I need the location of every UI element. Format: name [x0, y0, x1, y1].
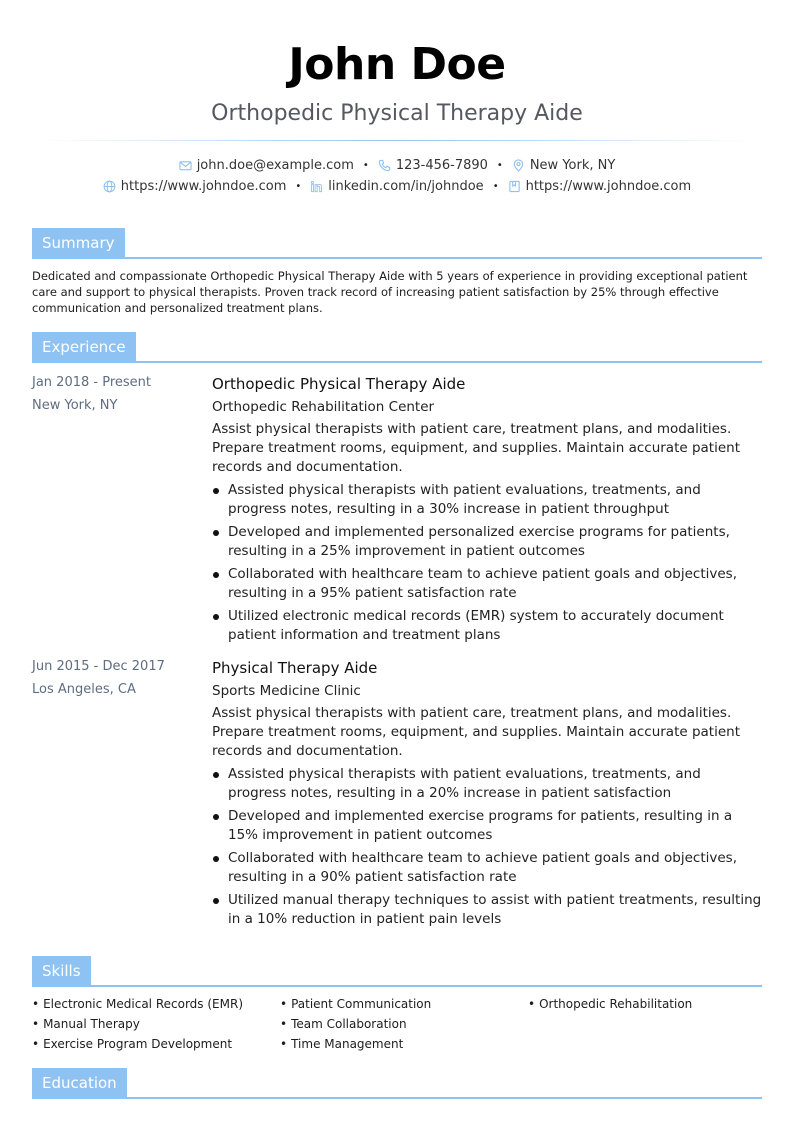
contact-phone[interactable] — [378, 156, 488, 175]
bullet-icon: • — [280, 997, 288, 1011]
bullet-text: Assisted physical therapists with patient evaluations, treatments, and progress notes, resulting in a 30% increase in patient throughput — [228, 482, 701, 517]
job-description: Assist physical therapists with patient care, treatment plans, and modalities. Prepare treatment rooms, equipment, and supplies. Maintain accurate patient records and documentation. — [212, 705, 741, 759]
skill-item — [32, 1016, 280, 1032]
contact-row-primary — [0, 156, 794, 175]
job-meta — [32, 657, 202, 700]
section-header — [32, 332, 762, 364]
contact-email[interactable] — [179, 156, 354, 175]
bullet-icon — [213, 898, 219, 904]
skill-text: Patient Communication — [291, 997, 432, 1011]
contact-location — [512, 156, 615, 175]
skill-item — [280, 1036, 528, 1052]
portfolio-text: https://www.johndoe.com — [525, 179, 692, 194]
contact-website[interactable] — [103, 177, 287, 196]
job-entry — [32, 373, 762, 645]
bullet-text: Collaborated with healthcare team to achieve patient goals and objectives, resulting in a 90% patient satisfaction rate — [228, 850, 738, 885]
skill-text: Time Management — [291, 1037, 404, 1051]
bullet-icon — [213, 614, 219, 620]
website-text: https://www.johndoe.com — [120, 179, 287, 194]
candidate-name: John Doe — [288, 39, 506, 90]
summary-text: Dedicated and compassionate Orthopedic Physical Therapy Aide with 5 years of experience in providing exceptional patient care and support to physical therapists. Proven track record of increasing patient satisfaction by 25% through effective communication and personalized treatment plans. — [32, 269, 748, 315]
section-header — [32, 228, 762, 260]
section-rule — [32, 985, 762, 987]
phone-text: 123-456-7890 — [395, 158, 488, 173]
job-details — [212, 373, 762, 645]
contact-linkedin[interactable] — [310, 177, 483, 196]
skill-item — [528, 996, 762, 1012]
list-item — [212, 481, 762, 519]
bullet-icon — [213, 488, 219, 494]
bullet-icon — [213, 530, 219, 536]
job-location: New York, NY — [32, 398, 118, 413]
section-title-skills: Skills — [32, 956, 91, 986]
bullet-icon — [213, 772, 219, 778]
bullet-icon — [213, 814, 219, 820]
skill-text: Team Collaboration — [291, 1017, 407, 1031]
skill-item — [280, 1016, 528, 1032]
skill-text: Exercise Program Development — [43, 1037, 233, 1051]
job-dates: Jun 2015 - Dec 2017 — [32, 659, 165, 674]
list-item — [212, 565, 762, 603]
bullet-icon: • — [32, 997, 40, 1011]
job-company: Orthopedic Rehabilitation Center — [212, 399, 435, 415]
separator: • — [492, 181, 499, 192]
section-rule — [32, 257, 762, 259]
bullet-text: Developed and implemented exercise programs for patients, resulting in a 15% improvement in patient outcomes — [228, 808, 733, 843]
envelope-icon — [179, 159, 192, 172]
skill-placeholder — [528, 1016, 762, 1032]
map-pin-icon — [512, 159, 525, 172]
bullet-text: Developed and implemented personalized exercise programs for patients, resulting in a 25% improvement in patient outcomes — [228, 524, 730, 559]
bullet-icon: • — [32, 1017, 40, 1031]
job-details — [212, 657, 762, 929]
skill-text: Electronic Medical Records (EMR) — [43, 997, 243, 1011]
job-bullets — [212, 765, 762, 929]
list-item — [212, 523, 762, 561]
bullet-icon: • — [32, 1037, 40, 1051]
list-item — [212, 849, 762, 887]
globe-icon — [103, 180, 116, 193]
separator: • — [362, 160, 369, 171]
job-location: Los Angeles, CA — [32, 682, 136, 697]
separator: • — [496, 160, 503, 171]
list-item — [212, 765, 762, 803]
title-divider — [37, 140, 757, 141]
section-header — [32, 1068, 762, 1100]
list-item — [212, 607, 762, 645]
summary-section — [32, 228, 762, 316]
email-text: john.doe@example.com — [196, 158, 354, 173]
job-bullets — [212, 481, 762, 645]
resume-header — [0, 0, 794, 196]
bullet-icon: • — [528, 997, 536, 1011]
contact-portfolio[interactable] — [508, 177, 692, 196]
linkedin-icon — [310, 180, 323, 193]
skill-item — [280, 996, 528, 1012]
education-section — [32, 1068, 762, 1100]
bullet-icon — [213, 572, 219, 578]
bullet-text: Assisted physical therapists with patient evaluations, treatments, and progress notes, resulting in a 20% increase in patient satisfaction — [228, 766, 701, 801]
bullet-text: Utilized manual therapy techniques to assist with patient treatments, resulting in a 10% reduction in patient pain levels — [228, 892, 762, 927]
list-item — [212, 891, 762, 929]
bullet-icon: • — [280, 1017, 288, 1031]
job-description: Assist physical therapists with patient care, treatment plans, and modalities. Prepare treatment rooms, equipment, and supplies. Maintain accurate patient records and documentation. — [212, 421, 741, 475]
section-title-education: Education — [32, 1068, 127, 1098]
skill-text: Manual Therapy — [43, 1017, 140, 1031]
bookmark-icon — [508, 180, 521, 193]
skill-item — [32, 1036, 280, 1052]
skills-grid — [32, 996, 762, 1052]
experience-section — [32, 332, 762, 933]
bullet-text: Utilized electronic medical records (EMR) system to accurately document patient information and treatment plans — [228, 608, 724, 643]
section-header — [32, 956, 762, 988]
job-meta — [32, 373, 202, 416]
contact-row-secondary — [0, 177, 794, 196]
job-entry — [32, 657, 762, 929]
section-rule — [32, 1097, 762, 1099]
job-title: Physical Therapy Aide — [212, 659, 378, 677]
skill-item — [32, 996, 280, 1012]
separator: • — [295, 181, 302, 192]
skill-text: Orthopedic Rehabilitation — [539, 997, 693, 1011]
job-company: Sports Medicine Clinic — [212, 683, 361, 699]
job-dates: Jan 2018 - Present — [32, 375, 151, 390]
phone-icon — [378, 159, 391, 172]
bullet-icon — [213, 856, 219, 862]
skills-section — [32, 956, 762, 1052]
list-item — [212, 807, 762, 845]
job-title: Orthopedic Physical Therapy Aide — [212, 375, 466, 393]
section-rule — [32, 361, 762, 363]
bullet-text: Collaborated with healthcare team to achieve patient goals and objectives, resulting in a 95% patient satisfaction rate — [228, 566, 738, 601]
section-title-experience: Experience — [32, 332, 136, 362]
candidate-title: Orthopedic Physical Therapy Aide — [211, 101, 583, 126]
linkedin-text: linkedin.com/in/johndoe — [328, 179, 484, 194]
location-text: New York, NY — [529, 158, 616, 173]
section-title-summary: Summary — [32, 228, 125, 258]
bullet-icon: • — [280, 1037, 288, 1051]
